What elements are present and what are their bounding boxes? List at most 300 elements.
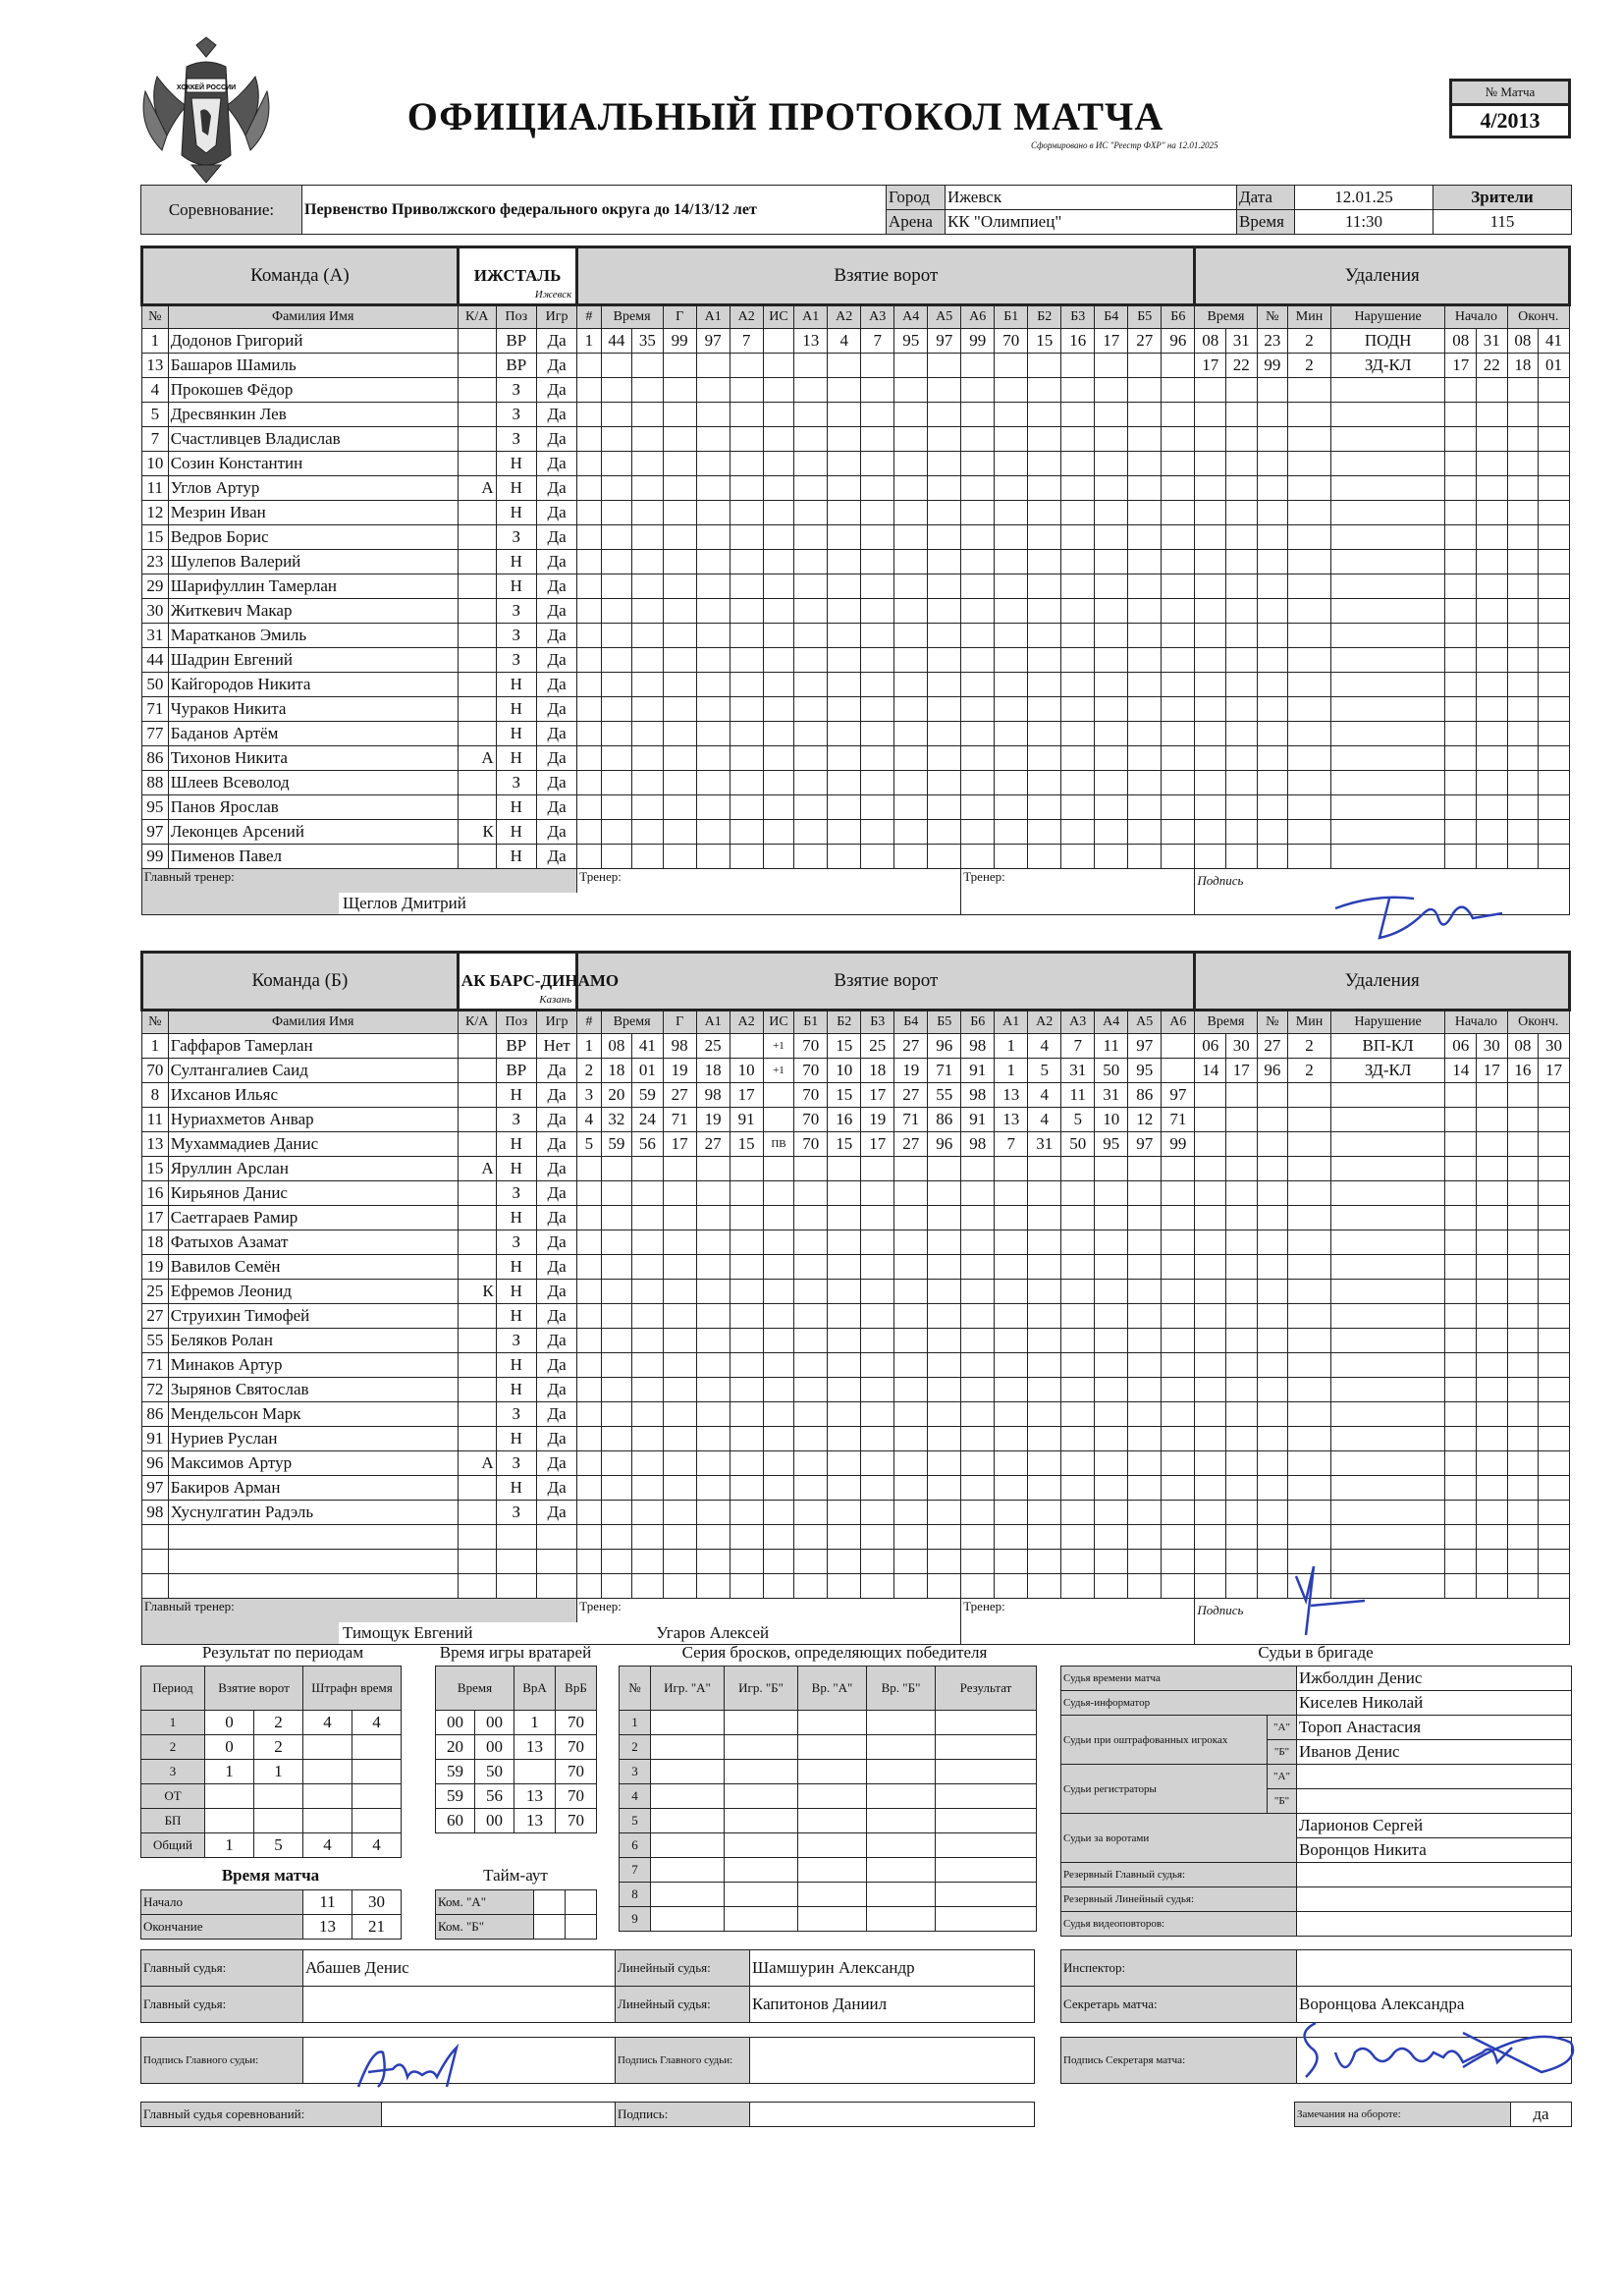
goal-plus-player [828,624,861,648]
goal-minus-player [995,746,1028,771]
goal-minute [601,501,632,525]
player-number: 86 [142,1402,169,1427]
team-a-coach-2-cell [961,869,1195,915]
goal-second [632,795,664,820]
goal-plus-player [894,1451,928,1476]
goal-plus-player [961,1451,995,1476]
player-position: З [496,403,536,427]
goal-minus-player [1128,1255,1162,1280]
goal-plus-player [794,746,828,771]
goal-plus-player [828,1280,861,1304]
player-name: Шадрин Евгений [168,648,458,673]
goal-minute [601,820,632,845]
penalty-n [1257,648,1288,673]
signatures-table [140,2037,1035,2084]
penalty-min [1288,1255,1331,1280]
player-name: Струихин Тимофей [168,1304,458,1329]
goal-minus-player [1028,820,1061,845]
penalty-ss [1225,1353,1257,1378]
goal-minus-player [1061,427,1095,452]
penalty-e2 [1539,1108,1570,1132]
goal-assist-2 [730,673,763,697]
goal-assist-2: 91 [730,1108,763,1132]
goal-assist-1 [696,1378,730,1402]
goal-scorer [663,673,696,697]
team-b-col-pen_inf: Нарушение [1330,1011,1445,1034]
player-name [168,1550,458,1574]
goal-plus-player [828,452,861,476]
player-played: Да [536,697,576,722]
goal-assist-1 [696,722,730,746]
goal-second [632,1157,664,1181]
player-name: Ведров Борис [168,525,458,550]
penalty-e2 [1539,624,1570,648]
generated-note: Сформировано в ИС "Реестр ФХР" на 12.01.2025 [1031,140,1218,150]
penalty-e1 [1507,722,1539,746]
goal-minus-player [1128,1181,1162,1206]
table-row [142,1304,1570,1329]
player-role [458,795,496,820]
penalty-e2 [1539,1451,1570,1476]
penalty-s1: 08 [1445,329,1477,354]
team-b-col-plus-5: Б5 [928,1011,961,1034]
goal-plus-player [828,525,861,550]
sign-line-label: Подпись Главного судьи: [616,2038,750,2084]
goal-number [577,354,601,378]
player-name: Углов Артур [168,476,458,501]
goal-plus-player [828,1255,861,1280]
penalty-mm [1195,1206,1226,1230]
goal-second [632,746,664,771]
goal-situation [763,354,794,378]
goal-plus-player [928,1206,961,1230]
goal-scorer [663,1451,696,1476]
goal-minute: 18 [601,1059,632,1083]
goal-minute: 32 [601,1108,632,1132]
goal-plus-player [828,820,861,845]
player-role [458,1525,496,1550]
penalty-ss [1225,525,1257,550]
penalty-s1 [1445,574,1477,599]
goal-assist-1 [696,501,730,525]
penalty-s2 [1476,648,1507,673]
timekeeper-label: Судья времени матча [1061,1667,1297,1691]
penalty-e2 [1539,1083,1570,1108]
goal-minus-player [995,820,1028,845]
goal-assist-1 [696,820,730,845]
goal-plus-player [961,574,995,599]
goal-situation [763,1378,794,1402]
penalty-e2 [1539,599,1570,624]
goal-minute: 59 [601,1132,632,1157]
penalty-ss [1225,427,1257,452]
penalty-s1 [1445,1206,1477,1230]
goal-minute [601,574,632,599]
goal-plus-player [828,599,861,624]
team-b-col-minus-1: А1 [995,1011,1028,1034]
goal-plus-player [894,1402,928,1427]
goal-situation [763,1525,794,1550]
goal-plus-player [828,845,861,869]
goal-plus-player [894,1206,928,1230]
goal-minus-player [995,354,1028,378]
period-pb [352,1784,402,1809]
registrars-label: Судьи регистраторы [1061,1765,1268,1814]
goal-plus-player: 17 [861,1132,894,1157]
goal-number [577,452,601,476]
date-label: Дата [1237,186,1295,210]
goal-minus-player [1162,648,1195,673]
shootout-cell [867,1883,936,1907]
table-row [142,378,1570,403]
goal-assist-2: 7 [730,329,763,354]
team-b-col-pen_num: № [1257,1011,1288,1034]
player-number: 19 [142,1255,169,1280]
goal-assist-2 [730,378,763,403]
goal-plus-player: 70 [794,1059,828,1083]
goal-plus-player [794,1304,828,1329]
player-number: 50 [142,673,169,697]
shootout-cell [651,1735,725,1760]
player-name: Яруллин Арслан [168,1157,458,1181]
table-row [142,1525,1570,1550]
goal-plus-player [894,1255,928,1280]
penalty-mm [1195,697,1226,722]
penalty-mm [1195,599,1226,624]
goal-minus-player [1162,771,1195,795]
penalty-min [1288,795,1331,820]
city-label: Город [887,186,946,210]
goal-plus-player: 55 [928,1083,961,1108]
goal-plus-player [961,354,995,378]
team-a-coach-1-label: Тренер: [579,869,622,884]
table-row [142,1280,1570,1304]
penalty-s2 [1476,1353,1507,1378]
goal-plus-player [794,722,828,746]
penalty-ss [1225,599,1257,624]
goal-minus-player [1162,1574,1195,1599]
goal-minus-player [1128,1476,1162,1501]
penalty-ss [1225,403,1257,427]
player-played: Да [536,599,576,624]
goal-minute [601,403,632,427]
penalty-e1 [1507,1353,1539,1378]
player-number: 97 [142,1476,169,1501]
penalty-min: 2 [1288,1034,1331,1059]
goal-minus-player [1162,452,1195,476]
player-number [142,1525,169,1550]
shootout-cell [798,1735,867,1760]
penalty-e2 [1539,1574,1570,1599]
team-a-col-plus-1: А1 [794,305,828,329]
player-position: ВР [496,1059,536,1083]
penalty-e2 [1539,795,1570,820]
penalty-s1: 14 [1445,1059,1477,1083]
penalty-mm [1195,845,1226,869]
goal-minus-player [1162,1525,1195,1550]
penalty-inf [1330,722,1445,746]
goal-plus-player [894,354,928,378]
goal-assist-1 [696,1181,730,1206]
team-b-col-play: Игр [536,1011,576,1034]
player-position: Н [496,501,536,525]
goal-minus-player [1095,1230,1128,1255]
goal-minus-player [1061,501,1095,525]
table-row [620,1711,1037,1735]
goal-second: 41 [632,1034,664,1059]
goal-minus-player [1162,673,1195,697]
goal-minus-player [1095,1280,1128,1304]
player-name: Кирьянов Данис [168,1181,458,1206]
player-position: Н [496,476,536,501]
goal-scorer: 17 [663,1132,696,1157]
team-b-coach-2-label: Тренер: [963,1599,1005,1613]
penalty-n [1257,452,1288,476]
goal-minus-player: 4 [1028,1108,1061,1132]
goal-minus-player [1028,722,1061,746]
penalty-ss [1225,648,1257,673]
penalty-inf [1330,1451,1445,1476]
arena-value: КК "Олимпиец" [946,210,1237,235]
player-number: 11 [142,1108,169,1132]
player-number: 5 [142,403,169,427]
penalty-n [1257,845,1288,869]
goal-minus-player [995,1476,1028,1501]
period-pa: 4 [303,1833,352,1858]
penalty-s2 [1476,1550,1507,1574]
goal-minus-player: 15 [1028,329,1061,354]
goal-plus-player [961,1353,995,1378]
goal-plus-player [961,1181,995,1206]
goal-plus-player [861,1378,894,1402]
player-position: Н [496,1304,536,1329]
penalty-ss [1225,771,1257,795]
goal-plus-player [894,1280,928,1304]
goal-second [632,476,664,501]
line-referee-label-2: Линейный судья: [616,1987,750,2023]
period-name: 3 [141,1760,205,1784]
goal-plus-player [894,1230,928,1255]
period-gb: 2 [254,1711,303,1735]
goal-plus-player [961,820,995,845]
penalty-judges-label: Судьи при оштрафованных игроках [1061,1716,1268,1765]
goal-plus-player [894,1181,928,1206]
team-a-col-minus-5: Б5 [1128,305,1162,329]
player-name: Максимов Артур [168,1451,458,1476]
penalty-inf [1330,1132,1445,1157]
goal-minus-player [1095,427,1128,452]
period-name: ОТ [141,1784,205,1809]
goal-assist-2 [730,624,763,648]
goal-assist-1 [696,697,730,722]
goal-plus-player [961,1427,995,1451]
goal-minus-player [1028,427,1061,452]
goal-situation [763,329,794,354]
goal-assist-2 [730,1280,763,1304]
penalty-mm [1195,501,1226,525]
player-position: З [496,1501,536,1525]
team-b-col-minus-2: А2 [1028,1011,1061,1034]
player-name: Шарифуллин Тамерлан [168,574,458,599]
player-number: 1 [142,1034,169,1059]
penalty-e2: 41 [1539,329,1570,354]
goal-minus-player [1028,574,1061,599]
player-role [458,1476,496,1501]
penalty-s2 [1476,427,1507,452]
penalty-mm [1195,1476,1226,1501]
player-role [458,673,496,697]
goal-minus-player [1128,1378,1162,1402]
goal-plus-player [794,501,828,525]
penalty-inf [1330,771,1445,795]
penalty-n [1257,1476,1288,1501]
goal-minus-player [1128,525,1162,550]
goal-scorer [663,574,696,599]
goal-assist-1 [696,1525,730,1550]
goal-assist-2 [730,1525,763,1550]
goal-assist-1 [696,1353,730,1378]
penalty-mm [1195,1451,1226,1476]
goal-plus-player [861,1574,894,1599]
player-number: 91 [142,1427,169,1451]
table-row [141,1833,402,1858]
penalty-ss [1225,1550,1257,1574]
goal-minus-player [1095,599,1128,624]
team-a-col-play: Игр [536,305,576,329]
goal-plus-player [961,1476,995,1501]
penalty-mm [1195,1525,1226,1550]
goal-assist-2: 17 [730,1083,763,1108]
penalty-mm [1195,1402,1226,1427]
goal-minus-player [995,795,1028,820]
player-played: Да [536,1329,576,1353]
player-played: Да [536,624,576,648]
player-position: Н [496,574,536,599]
goal-plus-player: 98 [961,1083,995,1108]
table-row [142,1329,1570,1353]
penalty-s1 [1445,1255,1477,1280]
player-number: 1 [142,329,169,354]
goal-plus-player [928,525,961,550]
player-role [458,1501,496,1525]
player-position: Н [496,1132,536,1157]
player-role [458,1353,496,1378]
goal-plus-player [961,1550,995,1574]
player-position: ВР [496,354,536,378]
match-no-label: № Матча [1451,81,1570,105]
goal-minus-player [1095,697,1128,722]
main-referee-label-1: Главный судья: [141,1950,303,1987]
goal-minus-player [995,1378,1028,1402]
penalty-ss [1225,845,1257,869]
goal-number [577,1451,601,1476]
player-position: З [496,1181,536,1206]
table-row [142,722,1570,746]
goal-minus-player [995,673,1028,697]
penalty-mm [1195,1304,1226,1329]
player-name: Гаффаров Тамерлан [168,1034,458,1059]
team-b-label: Команда (Б) [142,953,459,1011]
penalty-min [1288,427,1331,452]
team-b-signature-cell [1195,1599,1570,1645]
goal-minus-player [1128,501,1162,525]
shootout-cell [867,1735,936,1760]
penalty-s1 [1445,697,1477,722]
goal-second [632,624,664,648]
player-name: Мендельсон Марк [168,1402,458,1427]
penalty-s2: 31 [1476,329,1507,354]
penalty-ss [1225,550,1257,574]
penalty-e1: 08 [1507,1034,1539,1059]
goal-plus-player: 70 [794,1083,828,1108]
goal-scorer [663,1353,696,1378]
goal-minus-player [1061,697,1095,722]
player-role [458,1550,496,1574]
goal-assist-1: 98 [696,1083,730,1108]
goal-minus-player [1162,624,1195,648]
goal-scorer [663,1501,696,1525]
player-name: Созин Константин [168,452,458,476]
player-number: 25 [142,1280,169,1304]
penalty-min [1288,1132,1331,1157]
goal-assist-1 [696,1501,730,1525]
goal-number [577,624,601,648]
table-row [142,697,1570,722]
table-row [142,845,1570,869]
goal-plus-player [894,476,928,501]
goal-minus-player [1128,452,1162,476]
goal-second: 59 [632,1083,664,1108]
penalty-min [1288,599,1331,624]
penalty-mm [1195,1181,1226,1206]
goal-second [632,1255,664,1280]
penalty-mm [1195,624,1226,648]
city-value: Ижевск [946,186,1237,210]
goal-minus-player: 97 [1162,1083,1195,1108]
goal-situation [763,1108,794,1132]
goal-plus-player [961,746,995,771]
goal-minus-player [1162,1206,1195,1230]
team-a-col-pen_end: Оконч. [1507,305,1569,329]
player-position [496,1574,536,1599]
penalty-s2 [1476,1378,1507,1402]
goal-minus-player: 5 [1061,1108,1095,1132]
goal-scorer: 99 [663,329,696,354]
goal-minus-player [1128,574,1162,599]
goal-assist-2 [730,1550,763,1574]
player-played: Да [536,550,576,574]
goal-minus-player [1095,1378,1128,1402]
goal-minus-player [1028,746,1061,771]
penalty-ss [1225,1206,1257,1230]
player-position: Н [496,1353,536,1378]
penalty-ss [1225,1280,1257,1304]
goal-plus-player [828,1157,861,1181]
penalty-s1 [1445,746,1477,771]
goal-plus-player [794,697,828,722]
goal-plus-player [894,1353,928,1378]
goal-plus-player [861,403,894,427]
goal-plus-player [961,1501,995,1525]
goal-situation [763,1157,794,1181]
penalty-s2 [1476,1329,1507,1353]
goal-minus-player: 70 [995,329,1028,354]
player-role [458,1034,496,1059]
match-time-title: Время матча [221,1866,320,1885]
penalty-s2 [1476,501,1507,525]
penalty-ss [1225,1083,1257,1108]
goalie-mm: 59 [436,1784,475,1809]
